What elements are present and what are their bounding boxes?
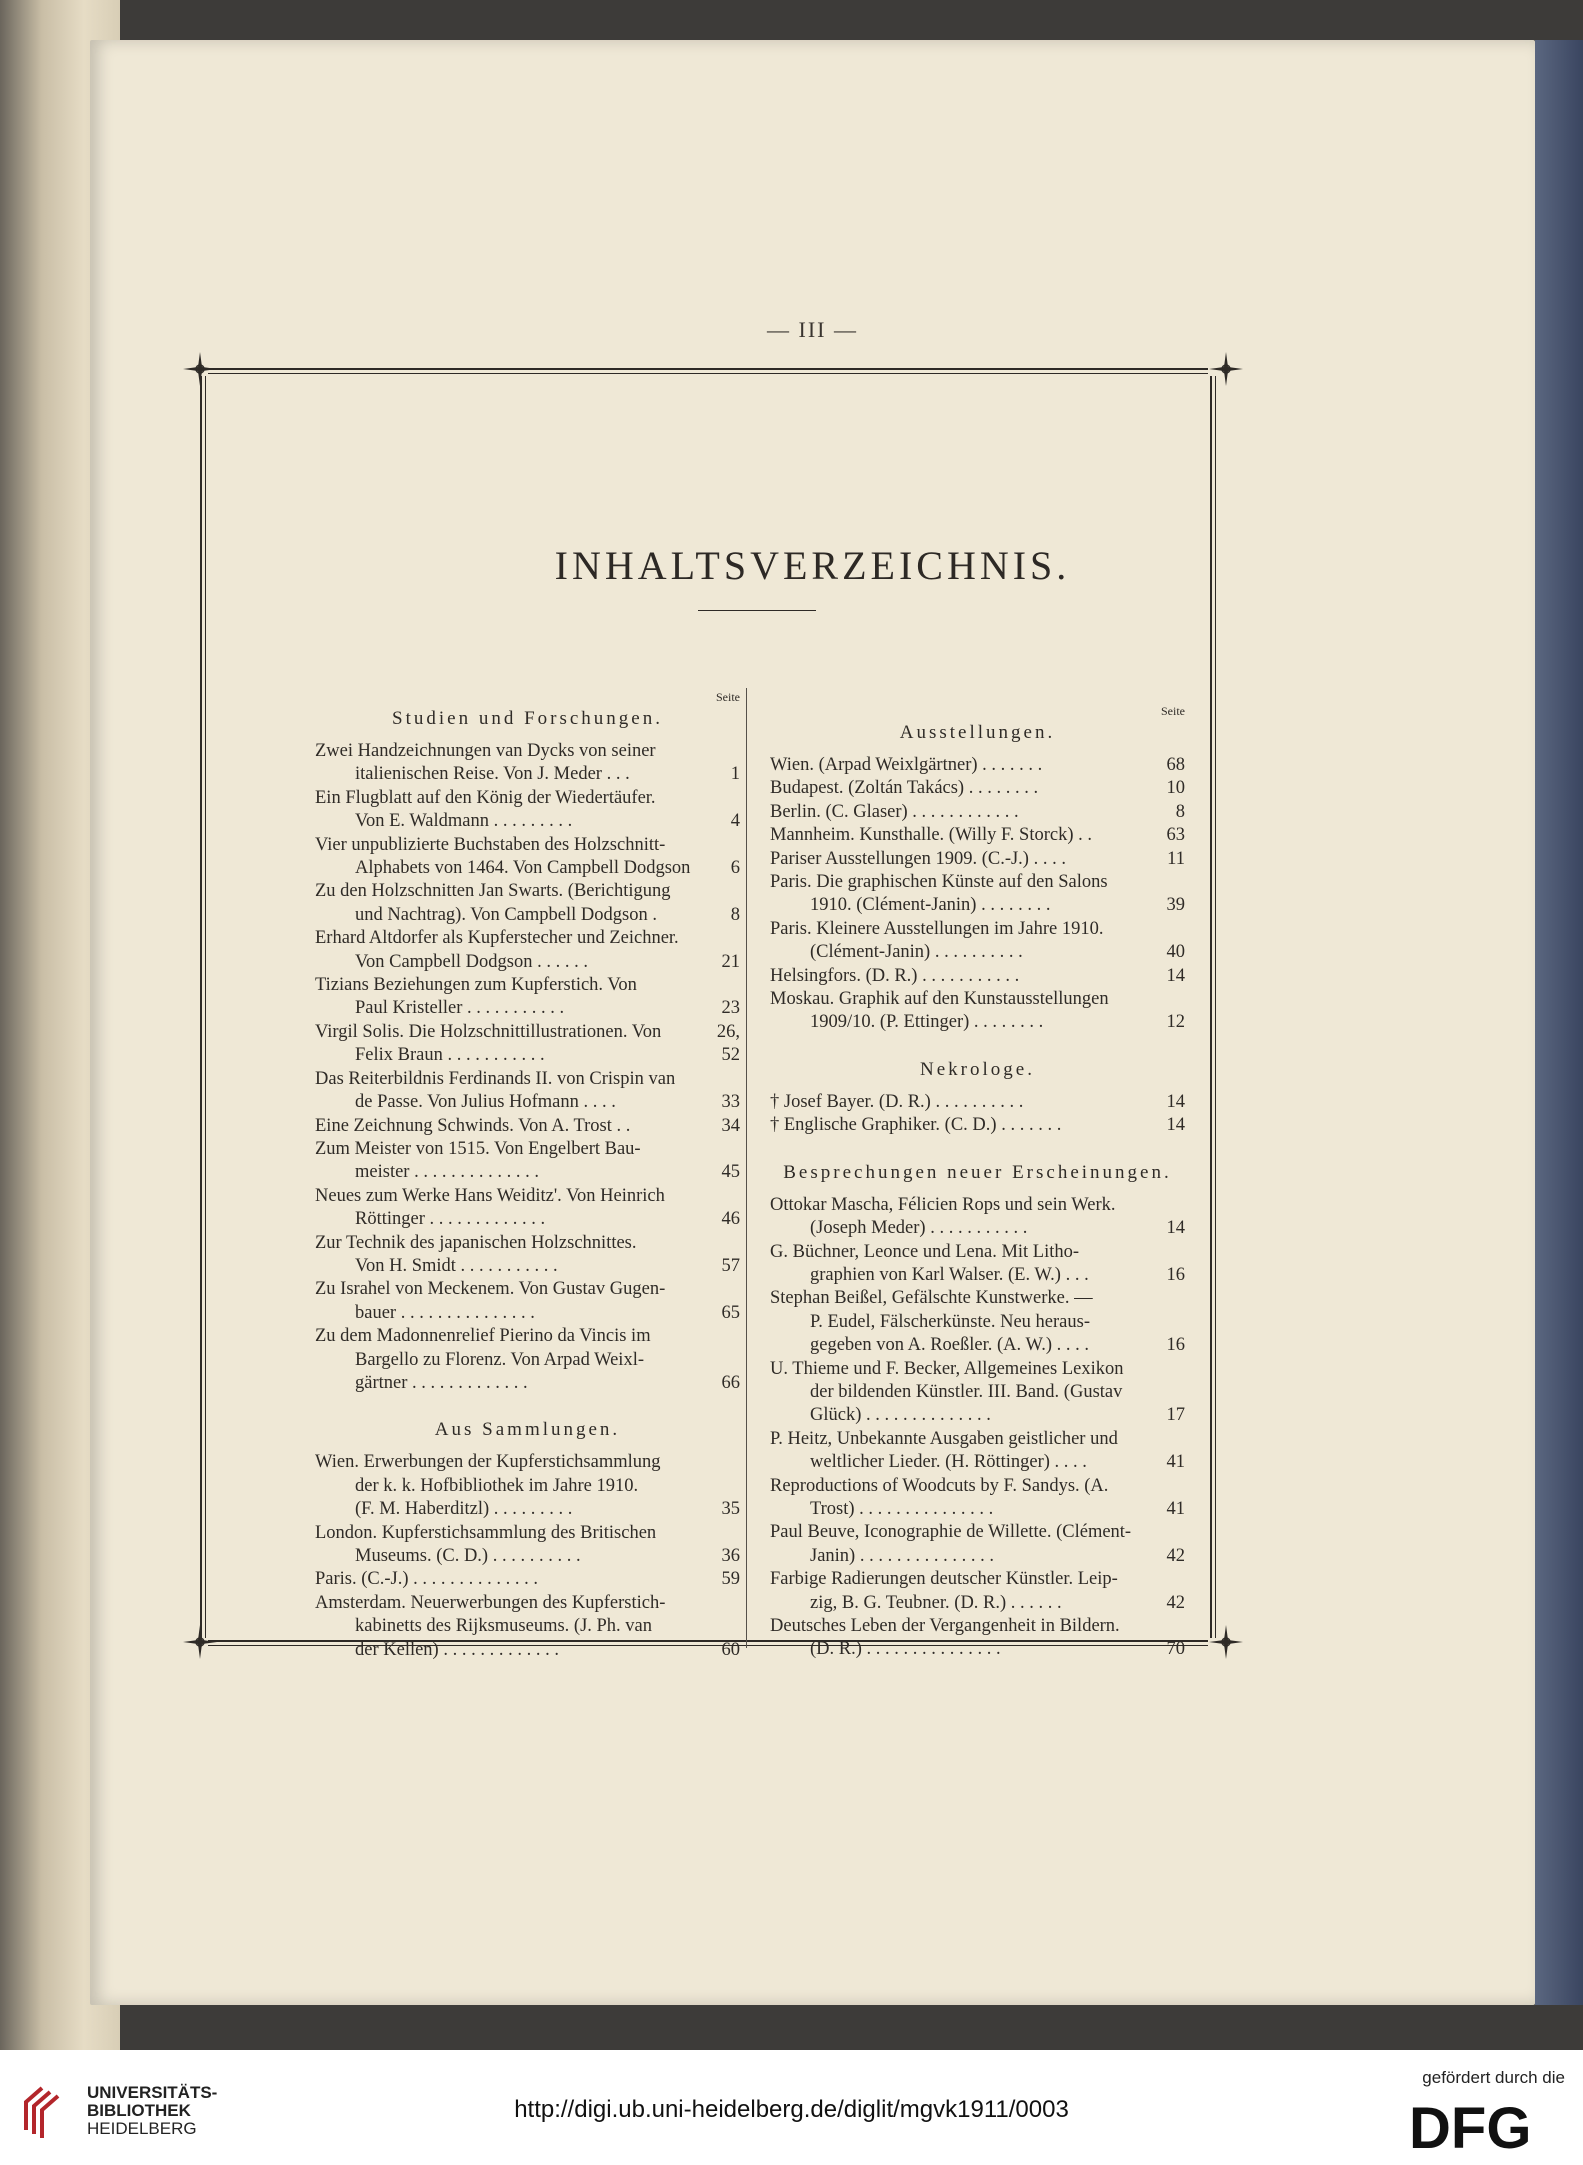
title-divider [698, 610, 816, 611]
toc-page-number: 12 [1166, 1012, 1185, 1033]
toc-entry-text [315, 1232, 740, 1279]
toc-entry-text [770, 824, 1185, 847]
toc-entry [315, 1568, 740, 1591]
toc-page-number: 14 [1166, 965, 1185, 986]
toc-page-number: 46 [721, 1209, 740, 1230]
toc-entry-text [315, 787, 740, 834]
toc-entry-line: Röttinger . . . . . . . . . . . . . [355, 1209, 546, 1230]
toc-entry [315, 740, 740, 787]
toc-entry-line: Das Reiterbildnis Ferdinands II. von Crispin van [315, 1068, 676, 1089]
toc-page-number: 57 [721, 1255, 740, 1276]
toc-entry-line: Zwei Handzeichnungen van Dycks von seiner [315, 741, 656, 761]
toc-entry-line: Zu den Holzschnitten Jan Swarts. (Berichtigung [315, 881, 671, 902]
entry-list [770, 1091, 1185, 1138]
toc-entry [770, 965, 1185, 988]
toc-page-number: 16 [1166, 1335, 1185, 1356]
toc-entry-line: (F. M. Haberditzl) . . . . . . . . . [355, 1499, 573, 1520]
toc-entry [770, 1241, 1185, 1288]
toc-entry-line: gegeben von A. Roeßler. (A. W.) . . . . [810, 1335, 1089, 1356]
corner-ornament-icon [1209, 1625, 1243, 1659]
toc-page-number: 8 [730, 904, 740, 925]
toc-page-number: 17 [1166, 1405, 1185, 1426]
toc-page-number: 60 [721, 1639, 740, 1660]
toc-entry-text [315, 927, 740, 974]
toc-entry-line: G. Büchner, Leonce und Lena. Mit Litho- [770, 1241, 1080, 1262]
toc-entry-line: Von H. Smidt . . . . . . . . . . . [355, 1255, 558, 1276]
toc-entry-line: U. Thieme und F. Becker, Allgemeines Lexikon [770, 1358, 1124, 1379]
toc-entry-text [315, 1115, 740, 1138]
toc-entry-line: Ein Flugblatt auf den König der Wiedertäufer. [315, 787, 656, 808]
toc-entry-line: weltlicher Lieder. (H. Röttinger) . . . . [810, 1452, 1087, 1473]
toc-page-number: 66 [721, 1372, 740, 1393]
library-name-line: BIBLIOTHEK [87, 2101, 191, 2120]
toc-entry-line: Reproductions of Woodcuts by F. Sandys. (A. [770, 1475, 1109, 1496]
toc-entry-line: Paul Beuve, Iconographie de Willette. (Clément- [770, 1522, 1132, 1543]
toc-entry-line: Felix Braun . . . . . . . . . . . [355, 1045, 545, 1066]
toc-page-number: 63 [1166, 825, 1185, 846]
toc-entry [770, 988, 1185, 1035]
toc-entry [770, 801, 1185, 824]
corner-ornament-icon [1209, 352, 1243, 386]
toc-entry-line: Paul Kristeller . . . . . . . . . . . [355, 998, 565, 1019]
toc-entry [315, 1325, 740, 1395]
toc-page-number: 65 [721, 1302, 740, 1323]
toc-entry-line: Erhard Altdorfer als Kupferstecher und Zeichner. [315, 928, 679, 949]
seite-label: Seite [716, 690, 740, 704]
toc-entry-line: Zu Israhel von Meckenem. Von Gustav Gugen- [315, 1279, 666, 1300]
toc-entry [315, 927, 740, 974]
toc-entry [315, 880, 740, 927]
toc-entry-text [770, 1568, 1185, 1615]
toc-entry-text [770, 1091, 1185, 1114]
toc-entry [770, 1475, 1185, 1522]
toc-entry-line: Janin) . . . . . . . . . . . . . . . [810, 1545, 994, 1566]
toc-entry-text [315, 740, 740, 787]
toc-entry-text [770, 1287, 1185, 1357]
toc-page-number: 36 [721, 1546, 740, 1566]
toc-page-number: 11 [1167, 848, 1185, 869]
toc-entry-line: bauer . . . . . . . . . . . . . . . [355, 1302, 535, 1323]
toc-entry-text [770, 1114, 1185, 1137]
toc-entry-line: der k. k. Hofbibliothek im Jahre 1910. [355, 1475, 639, 1496]
toc-page-number: 6 [730, 858, 740, 879]
right-column [770, 690, 1185, 1662]
toc-entry-line: Von E. Waldmann . . . . . . . . . [355, 811, 573, 832]
toc-entry [315, 1138, 740, 1185]
toc-page-number: 26, 52 [716, 1021, 740, 1066]
left-column [315, 690, 740, 1662]
toc-entry [770, 1568, 1185, 1615]
toc-page-number: 35 [721, 1499, 740, 1520]
toc-entry-line: (Clément-Janin) . . . . . . . . . . [810, 942, 1023, 963]
toc-entry-text [770, 754, 1185, 777]
toc-entry-line: (Joseph Meder) . . . . . . . . . . . [810, 1218, 1028, 1239]
toc-page-number: 14 [1166, 1091, 1185, 1112]
toc-entry-line: der bildenden Künstler. III. Band. (Gustav [810, 1381, 1123, 1402]
toc-entry-line: Zum Meister von 1515. Von Engelbert Bau- [315, 1138, 641, 1159]
toc-entry [315, 1592, 740, 1662]
toc-entry-text [770, 1358, 1185, 1428]
toc-entry-line: Budapest. (Zoltán Takács) . . . . . . . . [770, 778, 1039, 799]
toc-entry-text [315, 880, 740, 927]
toc-entry-line: Pariser Ausstellungen 1909. (C.-J.) . . . . [770, 848, 1066, 869]
toc-entry-line: Moskau. Graphik auf den Kunstausstellungen [770, 989, 1109, 1010]
toc-entry-text [770, 801, 1185, 824]
toc-entry-line: kabinetts des Rijksmuseums. (J. Ph. van [355, 1616, 653, 1637]
toc-entry-text [315, 1568, 740, 1591]
toc-page-number: 14 [1166, 1115, 1185, 1136]
toc-entry-line: † Englische Graphiker. (C. D.) . . . . . . . [770, 1115, 1062, 1136]
toc-entry-line: Alphabets von 1464. Von Campbell Dodgson [355, 858, 691, 879]
toc-entry-text [315, 1185, 740, 1232]
toc-entry-text [770, 1521, 1185, 1568]
section-heading: Studien und Forschungen. [392, 708, 663, 729]
toc-entry-text [770, 965, 1185, 988]
footer-bar [0, 2050, 1583, 2165]
toc-page-number: 23 [721, 998, 740, 1019]
entry-list [315, 740, 740, 1395]
toc-page-number: 41 [1166, 1452, 1185, 1473]
toc-entry [770, 1358, 1185, 1428]
funding-note: gefördert durch die [1422, 2068, 1565, 2087]
toc-entry-line: 1910. (Clément-Janin) . . . . . . . . [810, 895, 1051, 916]
toc-entry [770, 1428, 1185, 1475]
dfg-logo-icon [1409, 2098, 1559, 2154]
library-name-line: HEIDELBERG [87, 2119, 197, 2138]
toc-entry-text [770, 777, 1185, 800]
toc-entry-line: der Kellen) . . . . . . . . . . . . . [355, 1639, 559, 1660]
toc-page-number: 14 [1166, 1218, 1185, 1239]
toc-entry-line: und Nachtrag). Von Campbell Dodgson . [355, 904, 657, 925]
toc-entry-line: P. Eudel, Fälscherkünste. Neu heraus- [810, 1311, 1091, 1332]
toc-page-number: 39 [1166, 895, 1185, 916]
toc-entry-line: meister . . . . . . . . . . . . . . [355, 1162, 539, 1183]
binding-strip [1535, 40, 1583, 2005]
toc-entry-line: Paris. Die graphischen Künste auf den Salons [770, 872, 1108, 893]
toc-entry-text [770, 988, 1185, 1035]
toc-entry [770, 918, 1185, 965]
toc-entry-line: Glück) . . . . . . . . . . . . . . [810, 1405, 991, 1426]
toc-entry-line: † Josef Bayer. (D. R.) . . . . . . . . . . [770, 1091, 1024, 1112]
toc-entry [315, 1185, 740, 1232]
toc-entry-text [315, 1451, 740, 1521]
toc-page-number: 1 [730, 764, 740, 785]
toc-entry-line: Vier unpublizierte Buchstaben des Holzschnitt- [315, 834, 666, 855]
toc-page-number: 34 [721, 1115, 740, 1136]
toc-entry-line: Farbige Radierungen deutscher Künstler. Leip- [770, 1569, 1118, 1590]
section-heading: Besprechungen neuer Erscheinungen. [783, 1161, 1172, 1183]
toc-page-number: 16 [1166, 1264, 1185, 1285]
section-heading: Aus Sammlungen. [434, 1419, 621, 1441]
toc-entry-text [315, 1325, 740, 1395]
entry-list [315, 1451, 740, 1662]
toc-entry-line: italienischen Reise. Von J. Meder . . . [355, 764, 630, 785]
library-name-line: UNIVERSITÄTS- [87, 2083, 218, 2102]
toc-entry [315, 1522, 740, 1569]
toc-entry-text [315, 1522, 740, 1569]
toc-entry-line: Von Campbell Dodgson . . . . . . [355, 951, 588, 972]
toc-page-number: 41 [1166, 1498, 1185, 1519]
toc-page-number: 33 [721, 1092, 740, 1113]
toc-entry-text [770, 871, 1185, 918]
permalink[interactable]: http://digi.ub.uni-heidelberg.de/diglit/mgvk1911/0003 [514, 2096, 1069, 2123]
toc-entry-line: Paris. Kleinere Ausstellungen im Jahre 1910. [770, 918, 1104, 939]
toc-page-number: 42 [1166, 1545, 1185, 1566]
toc-page-number: 68 [1166, 755, 1185, 775]
toc-entry-line: Virgil Solis. Die Holzschnittillustrationen. Von [315, 1021, 662, 1042]
toc-entry-line: Mannheim. Kunsthalle. (Willy F. Storck) . . [770, 825, 1092, 846]
corner-ornament-icon [183, 352, 217, 386]
toc-page-number: 59 [721, 1569, 740, 1590]
toc-entry [770, 871, 1185, 918]
toc-entry-line: Stephan Beißel, Gefälschte Kunstwerke. — [770, 1288, 1093, 1309]
toc-entry-line: Zur Technik des japanischen Holzschnittes. [315, 1232, 637, 1253]
toc-entry [315, 974, 740, 1021]
toc-entry [770, 1521, 1185, 1568]
toc-entry-line: Ottokar Mascha, Félicien Rops und sein Werk. [770, 1194, 1116, 1215]
column-divider [746, 688, 747, 1648]
toc-entry-line: Tizians Beziehungen zum Kupferstich. Von [315, 975, 637, 996]
toc-entry-line: Amsterdam. Neuerwerbungen des Kupferstich- [315, 1592, 666, 1613]
toc-page-number: 8 [1175, 801, 1185, 822]
toc-entry-line: graphien von Karl Walser. (E. W.) . . . [810, 1264, 1089, 1285]
page-title: INHALTSVERZEICHNIS. [554, 543, 1071, 588]
toc-entry [315, 787, 740, 834]
toc-entry-line: Neues zum Werke Hans Weiditz'. Von Heinrich [315, 1185, 665, 1206]
toc-entry-line: zig, B. G. Teubner. (D. R.) . . . . . . [810, 1592, 1062, 1613]
entry-list [770, 754, 1185, 1035]
toc-entry-text [315, 1278, 740, 1325]
toc-entry-text [315, 974, 740, 1021]
corner-ornament-icon [183, 1625, 217, 1659]
toc-entry-text [770, 918, 1185, 965]
toc-entry-line: Wien. Erwerbungen der Kupferstichsammlung [315, 1452, 661, 1473]
toc-entry [770, 1114, 1185, 1137]
toc-entry-text [770, 1241, 1185, 1288]
toc-page-number: 21 [721, 951, 740, 972]
toc-entry-text [315, 1592, 740, 1662]
toc-entry [770, 824, 1185, 847]
toc-entry-line: Trost) . . . . . . . . . . . . . . . [810, 1498, 994, 1519]
toc-page-number: 70 [1166, 1639, 1185, 1660]
toc-entry-line: Paris. (C.-J.) . . . . . . . . . . . . . . [315, 1569, 539, 1590]
toc-entry-line: Wien. (Arpad Weixlgärtner) . . . . . . . [770, 755, 1043, 775]
toc-entry-text [315, 1021, 740, 1068]
toc-entry-line: Helsingfors. (D. R.) . . . . . . . . . . . [770, 965, 1020, 986]
toc-entry [315, 1115, 740, 1138]
toc-entry-text [770, 848, 1185, 871]
toc-entry-text [770, 1475, 1185, 1522]
toc-entry [770, 848, 1185, 871]
toc-page-number: 4 [730, 811, 740, 832]
toc-entry-line: London. Kupferstichsammlung des Britischen [315, 1522, 657, 1543]
toc-entry-line: Eine Zeichnung Schwinds. Von A. Trost . . [315, 1115, 631, 1136]
section-heading: Ausstellungen. [899, 722, 1056, 743]
seite-label: Seite [1161, 704, 1185, 718]
toc-page-number: 40 [1166, 942, 1185, 963]
toc-entry [770, 1091, 1185, 1114]
toc-entry-text [315, 834, 740, 881]
toc-entry-line: Bargello zu Florenz. Von Arpad Weixl- [355, 1349, 644, 1370]
toc-entry-text [770, 1428, 1185, 1475]
dfg-logo-text: DFG [1409, 2098, 1532, 2154]
toc-entry-text [770, 1194, 1185, 1241]
toc-entry [770, 1615, 1185, 1662]
toc-entry-line: (D. R.) . . . . . . . . . . . . . . . [810, 1639, 1001, 1660]
toc-entry [315, 1451, 740, 1521]
toc-entry-line: gärtner . . . . . . . . . . . . . [355, 1372, 528, 1393]
toc-entry [770, 777, 1185, 800]
toc-page-number: 42 [1166, 1592, 1185, 1613]
page-number: — III — [767, 317, 858, 342]
section-heading: Nekrologe. [920, 1058, 1035, 1080]
toc-entry-line: Zu dem Madonnenrelief Pierino da Vincis im [315, 1326, 651, 1347]
toc-entry-text [315, 1068, 740, 1115]
toc-entry [315, 834, 740, 881]
toc-entry [315, 1068, 740, 1115]
toc-entry-text [770, 1615, 1185, 1662]
toc-entry-text [315, 1138, 740, 1185]
toc-entry [315, 1278, 740, 1325]
entry-list [770, 1194, 1185, 1662]
toc-page-number: 45 [721, 1162, 740, 1183]
toc-entry-line: Museums. (C. D.) . . . . . . . . . . [355, 1546, 581, 1566]
toc-entry-line: de Passe. Von Julius Hofmann . . . . [355, 1092, 616, 1113]
toc-entry [315, 1021, 740, 1068]
toc-entry [770, 1287, 1185, 1357]
toc-entry-line: Deutsches Leben der Vergangenheit in Bildern. [770, 1616, 1120, 1636]
toc-entry-line: 1909/10. (P. Ettinger) . . . . . . . . [810, 1012, 1044, 1033]
document-page [90, 40, 1535, 2005]
toc-entry-line: P. Heitz, Unbekannte Ausgaben geistlicher und [770, 1428, 1118, 1449]
toc-entry [770, 1194, 1185, 1241]
toc-page-number: 10 [1166, 778, 1185, 799]
toc-entry [315, 1232, 740, 1279]
toc-entry [770, 754, 1185, 777]
toc-entry-line: Berlin. (C. Glaser) . . . . . . . . . . . . [770, 801, 1019, 822]
